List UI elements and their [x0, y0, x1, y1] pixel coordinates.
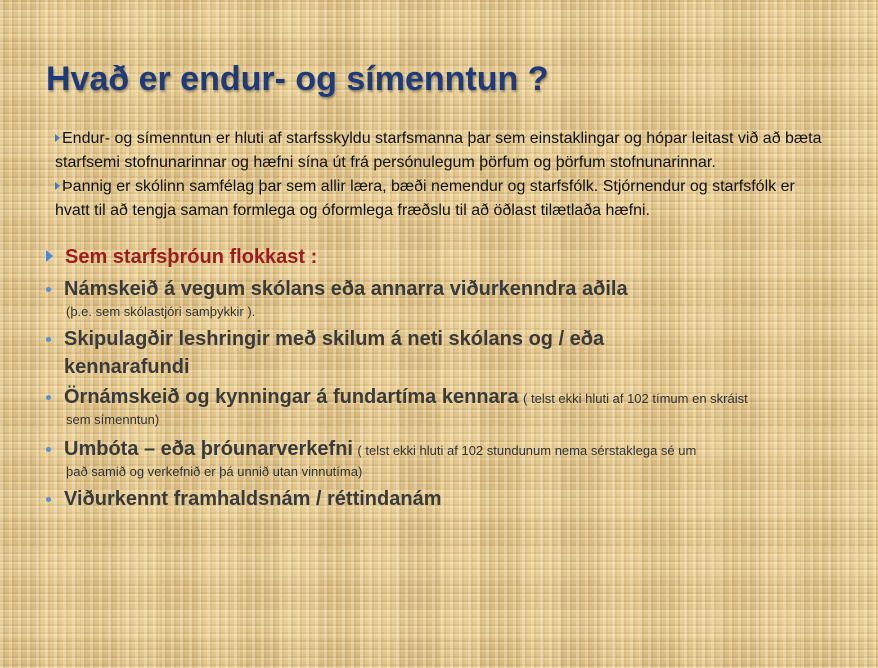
- item-title: Námskeið á vegum skólans eða annarra viðurkenndra aðila: [64, 278, 628, 300]
- paragraph-line: Þannig er skólinn samfélag þar sem allir læra, bæði nemendur og starfsfólk. Stjórnendur og starfsfólk er: [62, 178, 795, 195]
- dot-bullet-icon: [46, 287, 51, 292]
- paragraph-line: Endur- og símenntun er hluti af starfsskyldu starfsmanna þar sem einstaklingar og hópar leitast við að bæta: [62, 130, 822, 147]
- list-item: [46, 275, 846, 325]
- item-title: Skipulagðir leshringir með skilum á neti skólans og / eða: [64, 328, 605, 350]
- paragraph-line: starfsemi stofnunarinnar og hæfni sína út frá persónulegum þörfum og þörfum stofnunarinnar.: [55, 154, 716, 171]
- intro-paragraph: [45, 175, 845, 223]
- triangle-bullet-icon: [55, 182, 60, 190]
- item-subnote: sem símenntun): [66, 412, 160, 427]
- section-heading: [46, 246, 317, 269]
- slide-title: Hvað er endur- og símenntun ?: [46, 60, 549, 98]
- list-item: [46, 325, 846, 383]
- dot-bullet-icon: [46, 337, 51, 342]
- item-inline-note: ( telst ekki hluti af 102 stundunum nema sérstaklega sé um: [357, 443, 697, 458]
- dot-bullet-icon: [46, 497, 51, 502]
- intro-paragraphs: [45, 127, 845, 223]
- item-subnote: það samið og verkefnið er þá unnið utan vinnutíma): [66, 464, 363, 479]
- intro-paragraph: [45, 127, 845, 175]
- triangle-bullet-icon: [46, 250, 53, 262]
- list-item: [46, 383, 846, 435]
- list-item: [46, 435, 846, 485]
- paragraph-line: hvatt til að tengja saman formlega og óformlega fræðslu til að öðlast tilætlaða hæfni.: [55, 202, 650, 219]
- dot-bullet-icon: [46, 447, 51, 452]
- item-title: Viðurkennt framhaldsnám / réttindanám: [64, 488, 442, 510]
- item-subnote: (þ.e. sem skólastjóri samþykkir ).: [66, 304, 256, 319]
- category-list: [46, 275, 846, 515]
- item-inline-note: ( telst ekki hluti af 102 tímum en skráist: [523, 391, 748, 406]
- item-title-continued: kennarafundi: [64, 356, 190, 378]
- item-title: Umbóta – eða þróunarverkefni: [64, 438, 353, 460]
- item-title: Örnámskeið og kynningar á fundartíma kennara: [64, 386, 519, 408]
- triangle-bullet-icon: [55, 134, 60, 142]
- dot-bullet-icon: [46, 395, 51, 400]
- list-item: [46, 485, 846, 515]
- heading-text: Sem starfsþróun flokkast :: [65, 246, 318, 268]
